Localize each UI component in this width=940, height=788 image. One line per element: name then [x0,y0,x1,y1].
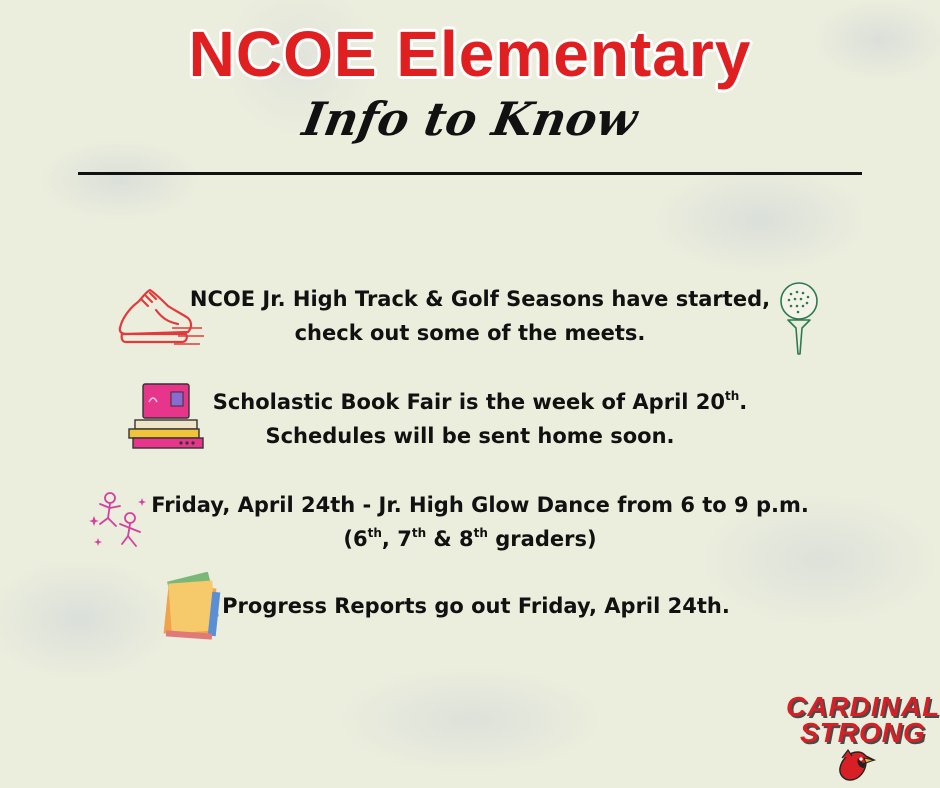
page-title: NCOE Elementary [188,18,752,90]
item-3-part-6: graders) [487,527,597,551]
item-3-part-0: (6 [343,527,368,551]
title-divider [78,172,862,175]
logo-line-2: STRONG [800,717,926,748]
item-1-line-2: check out some of the meets. [294,321,646,345]
cardinal-bird-icon [836,748,876,784]
item-4-line-1: Progress Reports go out Friday, April 24th. [222,594,730,618]
item-2-line-2: Schedules will be sent home soon. [265,424,675,448]
item-2-line-1-suffix: . [739,390,748,414]
item-1-line-1: NCOE Jr. High Track & Golf Seasons have started, [189,287,771,311]
item-2-line-1 [0,390,940,415]
item-3-part-4: & 8 [426,527,474,551]
item-3-sup-3: th [411,526,427,540]
golf-ball-icon [776,280,822,356]
item-2-line-1-sup: th [725,389,740,403]
item-3-line-2 [0,527,940,552]
item-3-sup-1: th [367,526,382,540]
item-2-line-1-text: Scholastic Book Fair is the week of April 20 [212,390,725,414]
logo-line-1: CARDINAL [786,691,940,722]
page-subtitle: Info to Know [298,92,642,146]
item-3-part-2: , 7 [381,527,412,551]
item-3-line-1: Friday, April 24th - Jr. High Glow Dance from 6 to 9 p.m. [151,493,809,517]
item-3-sup-5: th [473,526,488,540]
